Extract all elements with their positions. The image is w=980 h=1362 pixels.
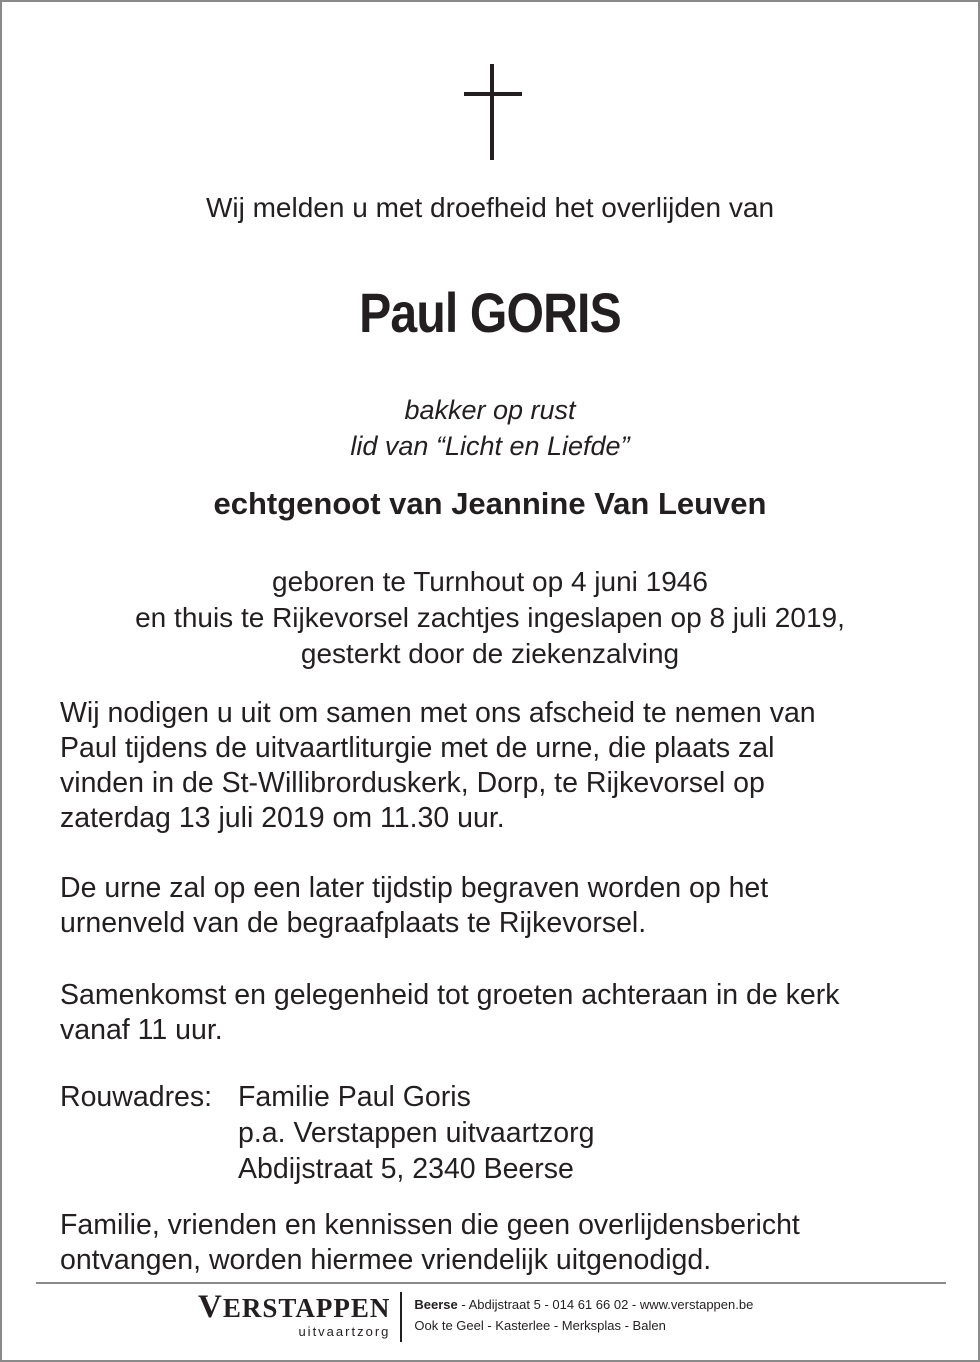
logo-subtitle: uitvaartzorg [298, 1324, 391, 1339]
text-line: Wij nodigen u uit om samen met ons afscheid te nemen van [60, 697, 816, 729]
born-line: en thuis te Rijkevorsel zachtjes ingeslapen op 8 juli 2019, [135, 602, 845, 633]
gathering-info [60, 978, 940, 1048]
text-line: ontvangen, worden hiermee vriendelijk uitgenodigd. [60, 1244, 712, 1276]
text-line: Paul tijdens de uitvaartliturgie met de urne, die plaats zal [60, 732, 775, 764]
address-line: p.a. Verstappen uitvaartzorg [238, 1117, 595, 1149]
address-line: Abdijstraat 5, 2340 Beerse [238, 1153, 574, 1185]
text-line: Samenkomst en gelegenheid tot groeten achteraan in de kerk [60, 979, 840, 1011]
deceased-titles [2, 392, 978, 464]
text-line: De urne zal op een later tijdstip begraven worden op het [60, 872, 769, 904]
title-line: lid van “Licht en Liefde” [350, 431, 630, 461]
spouse-line: echtgenoot van Jeannine Van Leuven [213, 486, 767, 521]
branch-locations: Ook te Geel - Kasterlee - Merksplas - Balen [414, 1318, 666, 1333]
deceased-name: Paul GORIS [359, 281, 621, 344]
mourning-address [60, 1079, 594, 1187]
footer-divider [36, 1282, 946, 1284]
footer-contact [402, 1292, 753, 1336]
title-line: bakker op rust [404, 395, 576, 425]
born-line: gesterkt door de ziekenzalving [300, 638, 680, 669]
text-line: Familie, vrienden en kennissen die geen overlijdensbericht [60, 1209, 800, 1241]
address-label: Rouwadres: [60, 1081, 213, 1113]
text-line: zaterdag 13 juli 2019 om 11.30 uur. [60, 802, 505, 834]
contact-city: Beerse [414, 1297, 458, 1312]
invitation-note [60, 1208, 940, 1278]
cross-icon [464, 64, 522, 160]
born-line: geboren te Turnhout op 4 juni 1946 [272, 566, 708, 597]
birth-death-info [2, 564, 978, 672]
text-line: vinden in de St-Willibrorduskerk, Dorp, te Rijkevorsel op [60, 767, 765, 799]
logo-name: ERSTAPPEN [222, 1293, 391, 1323]
intro-text: Wij melden u met droefheid het overlijden van [205, 192, 775, 223]
text-line: urnenveld van de begraafplaats te Rijkevorsel. [60, 907, 647, 939]
contact-details: - Abdijstraat 5 - 014 61 66 02 - www.verstappen.be [457, 1297, 754, 1312]
verstappen-logo [198, 1289, 402, 1342]
funeral-invitation [60, 696, 940, 836]
text-line: vanaf 11 uur. [60, 1014, 223, 1046]
address-line: Familie Paul Goris [238, 1081, 471, 1113]
urn-burial-info [60, 871, 940, 941]
logo-initial: V [198, 1289, 223, 1325]
funeral-home-footer [198, 1289, 754, 1342]
